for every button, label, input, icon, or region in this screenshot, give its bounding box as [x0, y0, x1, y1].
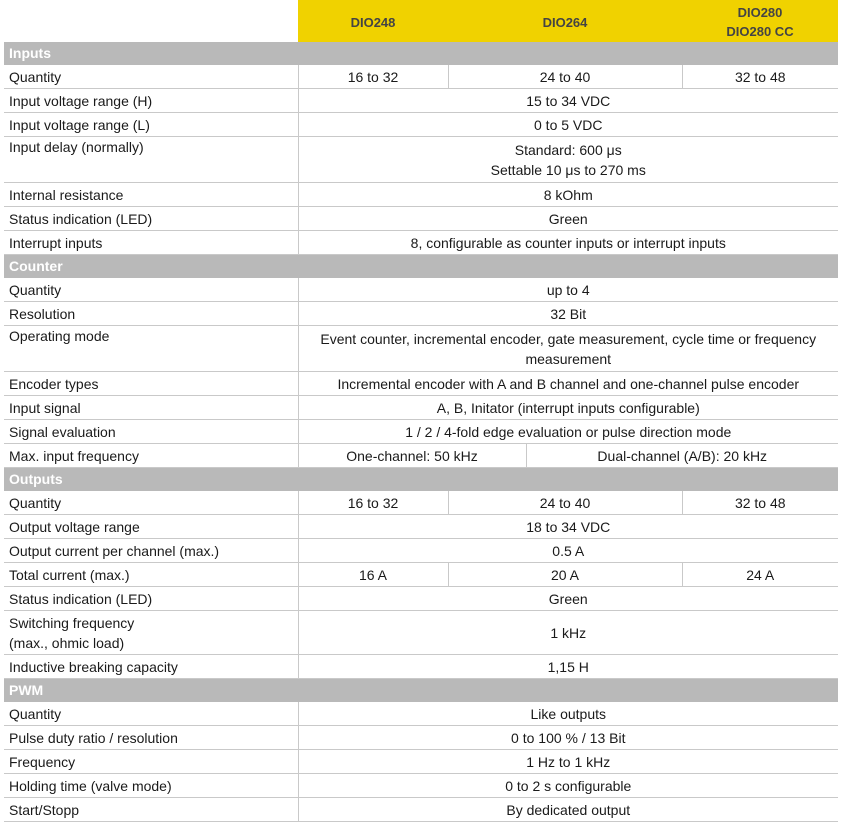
table-row: Quantity up to 4: [4, 278, 838, 302]
table-row: Start/Stopp By dedicated output: [4, 798, 838, 822]
header-dio248: DIO248: [298, 0, 448, 42]
table-row: Input delay (normally) Standard: 600 μs Settable 10 μs to 270 ms: [4, 137, 838, 183]
table-row: Holding time (valve mode) 0 to 2 s configurable: [4, 774, 838, 798]
table-row: Pulse duty ratio / resolution 0 to 100 % / 13 Bit: [4, 726, 838, 750]
table-row: Switching frequency (max., ohmic load) 1 kHz: [4, 611, 838, 655]
table-row: Inductive breaking capacity 1,15 H: [4, 655, 838, 679]
table-row: Quantity Like outputs: [4, 702, 838, 726]
table-row: Input voltage range (H) 15 to 34 VDC: [4, 89, 838, 113]
table-row: Frequency 1 Hz to 1 kHz: [4, 750, 838, 774]
section-inputs: Inputs: [4, 42, 838, 65]
table-row: Output voltage range 18 to 34 VDC: [4, 515, 838, 539]
table-row: Operating mode Event counter, incremental encoder, gate measurement, cycle time or frequency measurement: [4, 326, 838, 372]
section-pwm: PWM: [4, 679, 838, 702]
table-row: Total current (max.) 16 A 20 A 24 A: [4, 563, 838, 587]
section-counter: Counter: [4, 255, 838, 278]
table-row: Internal resistance 8 kOhm: [4, 183, 838, 207]
section-outputs: Outputs: [4, 468, 838, 491]
table-row: Quantity 16 to 32 24 to 40 32 to 48: [4, 491, 838, 515]
table-row: Signal evaluation 1 / 2 / 4-fold edge evaluation or pulse direction mode: [4, 420, 838, 444]
header-dio264: DIO264: [448, 0, 682, 42]
table-row: Encoder types Incremental encoder with A and B channel and one-channel pulse encoder: [4, 372, 838, 396]
table-row: Output current per channel (max.) 0.5 A: [4, 539, 838, 563]
header-row: [4, 0, 838, 42]
header-dio280: DIO280 DIO280 CC: [682, 0, 838, 42]
table-row: Interrupt inputs 8, configurable as counter inputs or interrupt inputs: [4, 231, 838, 255]
table-row: Resolution 32 Bit: [4, 302, 838, 326]
table-row: Status indication (LED) Green: [4, 587, 838, 611]
table-row: Input signal A, B, Initator (interrupt inputs configurable): [4, 396, 838, 420]
spec-table: [4, 0, 838, 822]
table-row: Max. input frequency One-channel: 50 kHz Dual-channel (A/B): 20 kHz: [4, 444, 838, 468]
table-row: Input voltage range (L) 0 to 5 VDC: [4, 113, 838, 137]
table-row: Status indication (LED) Green: [4, 207, 838, 231]
table-row: Quantity 16 to 32 24 to 40 32 to 48: [4, 65, 838, 89]
